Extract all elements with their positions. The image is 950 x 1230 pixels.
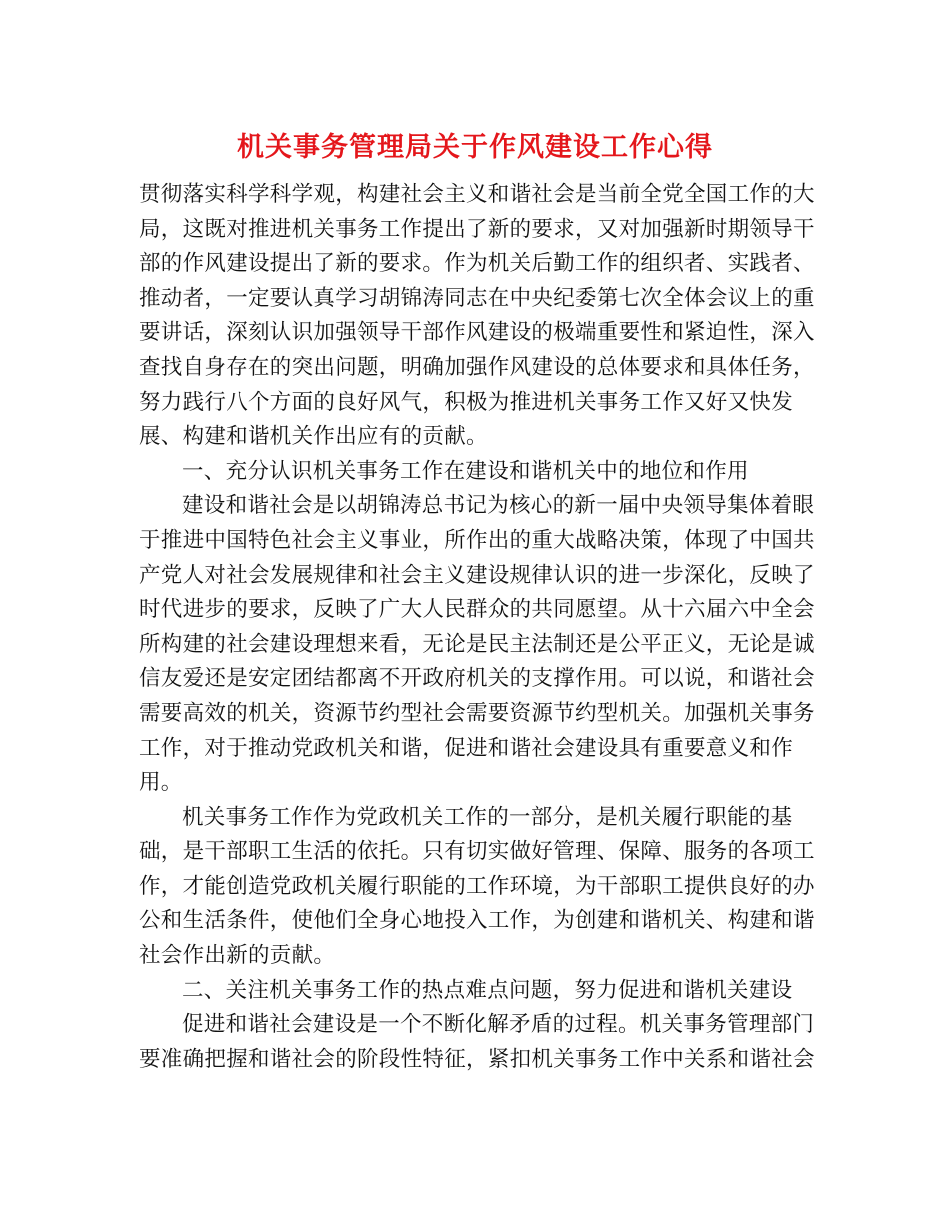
paragraph-intro: 贯彻落实科学科学观，构建社会主义和谐社会是当前全党全国工作的大局，这既对推进机关事务工作提出了新的要求，又对加强新时期领导干部的作风建设提出了新的要求。作为机关后勤工作的组织者、实践者、推动者，一定要认真学习胡锦涛同志在中央纪委第七次全体会议上的重要讲话，深刻认识加强领导干部作风建设的极端重要性和紧迫性，深入查找自身存在的突出问题，明确加强作风建设的总体要求和具体任务，努力践行八个方面的良好风气，积极为推进机关事务工作又好又快发展、构建和谐机关作出应有的贡献。 — [139, 182, 815, 450]
section-heading-1: 一、充分认识机关事务工作在建设和谐机关中的地位和作用 — [182, 458, 749, 484]
section-heading-2: 二、关注机关事务工作的热点难点问题，努力促进和谐机关建设 — [182, 977, 793, 1003]
paragraph-section1-b: 机关事务工作作为党政机关工作的一部分，是机关履行职能的基础，是干部职工生活的依托。只有切实做好管理、保障、服务的各项工作，才能创造党政机关履行职能的工作环境，为干部职工提供良好的办公和生活条件，使他们全身心地投入工作，为创建和谐机关、构建和谐社会作出新的贡献。 — [139, 804, 815, 969]
document-body — [139, 178, 819, 1077]
paragraph-section2-a: 促进和谐社会建设是一个不断化解矛盾的过程。机关事务管理部门要准确把握和谐社会的阶段性特征，紧扣机关事务工作中关系和谐社会 — [139, 1012, 815, 1072]
document-title: 机关事务管理局关于作风建设工作心得 — [237, 132, 713, 163]
paragraph-section1-a: 建设和谐社会是以胡锦涛总书记为核心的新一届中央领导集体着眼于推进中国特色社会主义事业，所作出的重大战略决策，体现了中国共产党人对社会发展规律和社会主义建设规律认识的进一步深化，反映了时代进步的要求，反映了广大人民群众的共同愿望。从十六届六中全会所构建的社会建设理想来看，无论是民主法制还是公平正义，无论是诚信友爱还是安定团结都离不开政府机关的支撑作用。可以说，和谐社会需要高效的机关，资源节约型社会需要资源节约型机关。加强机关事务工作，对于推动党政机关和谐，促进和谐社会建设具有重要意义和作用。 — [139, 493, 815, 796]
